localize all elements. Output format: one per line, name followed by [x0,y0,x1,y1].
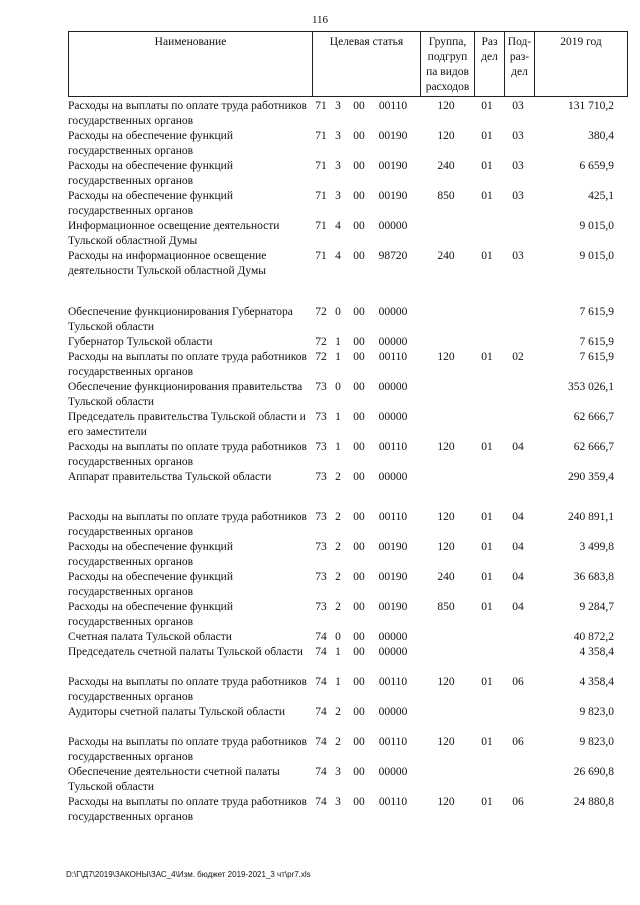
row-name: Расходы на обеспечение функций государственных органов [68,571,233,598]
target-program: 74 [315,646,327,658]
row-name: Председатель счетной палаты Тульской области [68,646,303,658]
amount-2019: 4 358,4 [579,646,614,658]
target-subprogram: 3 [335,796,341,808]
target-group: 00 [353,541,365,553]
row-name: Расходы на выплаты по оплате труда работников государственных органов [68,441,307,468]
target-number: 00110 [378,351,408,363]
table-header [68,31,628,97]
row-name: Информационное освещение деятельности Тульской областной Думы [68,220,280,247]
target-number: 00110 [378,676,408,688]
target-group: 00 [353,160,365,172]
target-subprogram: 1 [335,351,341,363]
expense-type: 120 [437,351,455,363]
subsection: 04 [512,441,524,453]
expense-type: 120 [437,130,455,142]
target-group: 00 [353,631,365,643]
table-row [0,350,640,380]
table-body [0,99,640,825]
row-name: Расходы на обеспечение функций государственных органов [68,601,233,628]
table-row [0,249,640,295]
amount-2019: 24 880,8 [573,796,614,808]
row-name: Аппарат правительства Тульской области [68,471,272,483]
target-program: 73 [315,411,327,423]
target-program: 73 [315,601,327,613]
subsection: 04 [512,541,524,553]
target-number: 00110 [378,796,408,808]
table-row [0,675,640,705]
table-row [0,630,640,645]
section: 01 [481,736,493,748]
target-number: 00190 [378,601,408,613]
target-subprogram: 3 [335,766,341,778]
amount-2019: 26 690,8 [573,766,614,778]
expense-type: 120 [437,100,455,112]
target-subprogram: 1 [335,646,341,658]
subsection: 03 [512,100,524,112]
section: 01 [481,130,493,142]
subsection: 04 [512,601,524,613]
expense-type: 240 [437,250,455,262]
target-group: 00 [353,441,365,453]
table-row [0,540,640,570]
subsection: 02 [512,351,524,363]
expense-type: 120 [437,511,455,523]
table-row [0,645,640,675]
target-subprogram: 2 [335,736,341,748]
amount-2019: 425,1 [588,190,614,202]
row-name: Расходы на выплаты по оплате труда работников государственных органов [68,351,307,378]
target-group: 00 [353,511,365,523]
table-row [0,705,640,735]
row-name: Обеспечение функционирования правительства Тульской области [68,381,303,408]
amount-2019: 9 015,0 [579,220,614,232]
target-number: 00000 [378,306,408,318]
subsection: 06 [512,676,524,688]
amount-2019: 3 499,8 [579,541,614,553]
target-number: 00190 [378,130,408,142]
expense-type: 850 [437,190,455,202]
amount-2019: 380,4 [588,130,614,142]
subsection: 04 [512,511,524,523]
target-group: 00 [353,250,365,262]
target-group: 00 [353,796,365,808]
expense-type: 120 [437,441,455,453]
target-group: 00 [353,766,365,778]
target-group: 00 [353,571,365,583]
target-number: 00000 [378,631,408,643]
target-group: 00 [353,381,365,393]
section: 01 [481,160,493,172]
target-program: 73 [315,441,327,453]
target-subprogram: 3 [335,190,341,202]
target-program: 71 [315,100,327,112]
target-number: 00190 [378,190,408,202]
row-name: Расходы на обеспечение функций государственных органов [68,190,233,217]
target-subprogram: 2 [335,706,341,718]
target-group: 00 [353,601,365,613]
table-row [0,159,640,189]
section: 01 [481,511,493,523]
amount-2019: 4 358,4 [579,676,614,688]
table-row [0,219,640,249]
target-program: 72 [315,336,327,348]
target-program: 73 [315,381,327,393]
target-group: 00 [353,306,365,318]
target-number: 00000 [378,411,408,423]
table-row [0,600,640,630]
target-program: 73 [315,571,327,583]
amount-2019: 131 710,2 [568,100,614,112]
target-program: 74 [315,706,327,718]
section: 01 [481,676,493,688]
table-row [0,189,640,219]
target-number: 00190 [378,160,408,172]
target-number: 00110 [378,441,408,453]
amount-2019: 240 891,1 [568,511,614,523]
amount-2019: 9 284,7 [579,601,614,613]
section: 01 [481,441,493,453]
row-name: Счетная палата Тульской области [68,631,232,643]
expense-type: 120 [437,796,455,808]
target-subprogram: 2 [335,571,341,583]
amount-2019: 9 823,0 [579,706,614,718]
amount-2019: 6 659,9 [579,160,614,172]
target-subprogram: 1 [335,676,341,688]
target-group: 00 [353,736,365,748]
target-number: 00000 [378,646,408,658]
target-subprogram: 1 [335,441,341,453]
target-subprogram: 2 [335,601,341,613]
table-row [0,510,640,540]
target-subprogram: 4 [335,220,341,232]
target-group: 00 [353,676,365,688]
target-program: 71 [315,130,327,142]
target-subprogram: 1 [335,336,341,348]
section: 01 [481,571,493,583]
row-name: Губернатор Тульской области [68,336,213,348]
header-section: Раз дел [475,32,505,96]
target-number: 00190 [378,541,408,553]
target-number: 00190 [378,571,408,583]
section: 01 [481,100,493,112]
table-row [0,99,640,129]
target-subprogram: 0 [335,631,341,643]
target-subprogram: 2 [335,511,341,523]
section: 01 [481,601,493,613]
target-program: 74 [315,796,327,808]
target-number: 00110 [378,100,408,112]
subsection: 03 [512,250,524,262]
row-name: Расходы на обеспечение функций государственных органов [68,160,233,187]
subsection: 03 [512,190,524,202]
target-number: 00000 [378,471,408,483]
amount-2019: 62 666,7 [573,441,614,453]
target-subprogram: 2 [335,541,341,553]
header-target: Целевая статья [313,32,421,96]
target-program: 74 [315,631,327,643]
target-number: 00000 [378,220,408,232]
target-program: 72 [315,351,327,363]
target-number: 00000 [378,336,408,348]
table-row [0,570,640,600]
target-group: 00 [353,130,365,142]
amount-2019: 36 683,8 [573,571,614,583]
expense-type: 850 [437,601,455,613]
target-number: 00110 [378,736,408,748]
row-name: Расходы на обеспечение функций государственных органов [68,541,233,568]
subsection: 06 [512,736,524,748]
amount-2019: 62 666,7 [573,411,614,423]
amount-2019: 9 823,0 [579,736,614,748]
amount-2019: 7 615,9 [579,306,614,318]
row-name: Председатель правительства Тульской области и его заместители [68,411,306,438]
target-program: 72 [315,306,327,318]
table-row [0,305,640,335]
target-number: 00110 [378,511,408,523]
table-row [0,335,640,350]
file-path-footer: D:\Г\Д7\2019\ЗАКОНЫ\ЗАС_4\Изм. бюджет 2019-2021_3 чт\pr7.xls [66,870,311,879]
target-group: 00 [353,411,365,423]
target-group: 00 [353,100,365,112]
target-group: 00 [353,471,365,483]
table-row [0,795,640,825]
target-subprogram: 3 [335,130,341,142]
page-number: 116 [311,14,329,26]
target-number: 00000 [378,381,408,393]
subsection: 03 [512,160,524,172]
header-subsection: Под- раз- дел [505,32,535,96]
amount-2019: 7 615,9 [579,351,614,363]
section: 01 [481,351,493,363]
target-group: 00 [353,336,365,348]
table-row [0,129,640,159]
section: 01 [481,796,493,808]
table-row [0,470,640,500]
table-row [0,380,640,410]
target-group: 00 [353,706,365,718]
target-program: 73 [315,471,327,483]
target-subprogram: 2 [335,471,341,483]
target-group: 00 [353,351,365,363]
table-row [0,735,640,765]
row-name: Расходы на информационное освещение деятельности Тульской областной Думы [68,250,267,277]
target-subprogram: 3 [335,160,341,172]
target-group: 00 [353,190,365,202]
expense-type: 120 [437,736,455,748]
target-program: 71 [315,250,327,262]
target-program: 71 [315,190,327,202]
target-program: 74 [315,766,327,778]
amount-2019: 40 872,2 [573,631,614,643]
target-program: 73 [315,511,327,523]
target-number: 00000 [378,706,408,718]
target-group: 00 [353,220,365,232]
target-group: 00 [353,646,365,658]
table-row [0,410,640,440]
row-name: Расходы на выплаты по оплате труда работников государственных органов [68,796,307,823]
header-group: Группа, подгруп па видов расходов [421,32,475,96]
section: 01 [481,541,493,553]
target-program: 74 [315,676,327,688]
target-subprogram: 0 [335,306,341,318]
amount-2019: 353 026,1 [568,381,614,393]
target-subprogram: 0 [335,381,341,393]
row-name: Обеспечение функционирования Губернатора Тульской области [68,306,293,333]
row-name: Аудиторы счетной палаты Тульской области [68,706,286,718]
section: 01 [481,250,493,262]
amount-2019: 9 015,0 [579,250,614,262]
row-name: Расходы на выплаты по оплате труда работников государственных органов [68,100,307,127]
target-subprogram: 4 [335,250,341,262]
amount-2019: 7 615,9 [579,336,614,348]
row-name: Расходы на выплаты по оплате труда работников государственных органов [68,676,307,703]
expense-type: 120 [437,541,455,553]
expense-type: 240 [437,571,455,583]
amount-2019: 290 359,4 [568,471,614,483]
table-row [0,765,640,795]
row-name: Расходы на выплаты по оплате труда работников государственных органов [68,736,307,763]
expense-type: 120 [437,676,455,688]
header-name: Наименование [69,32,313,96]
target-program: 71 [315,160,327,172]
header-year: 2019 год [560,36,602,48]
target-subprogram: 1 [335,411,341,423]
row-name: Расходы на выплаты по оплате труда работников государственных органов [68,511,307,538]
subsection: 03 [512,130,524,142]
target-program: 73 [315,541,327,553]
target-number: 98720 [378,250,408,262]
target-program: 71 [315,220,327,232]
row-name: Расходы на обеспечение функций государственных органов [68,130,233,157]
target-number: 00000 [378,766,408,778]
target-program: 74 [315,736,327,748]
section: 01 [481,190,493,202]
subsection: 06 [512,796,524,808]
subsection: 04 [512,571,524,583]
row-name: Обеспечение деятельности счетной палаты Тульской области [68,766,280,793]
target-subprogram: 3 [335,100,341,112]
expense-type: 240 [437,160,455,172]
table-row [0,440,640,470]
